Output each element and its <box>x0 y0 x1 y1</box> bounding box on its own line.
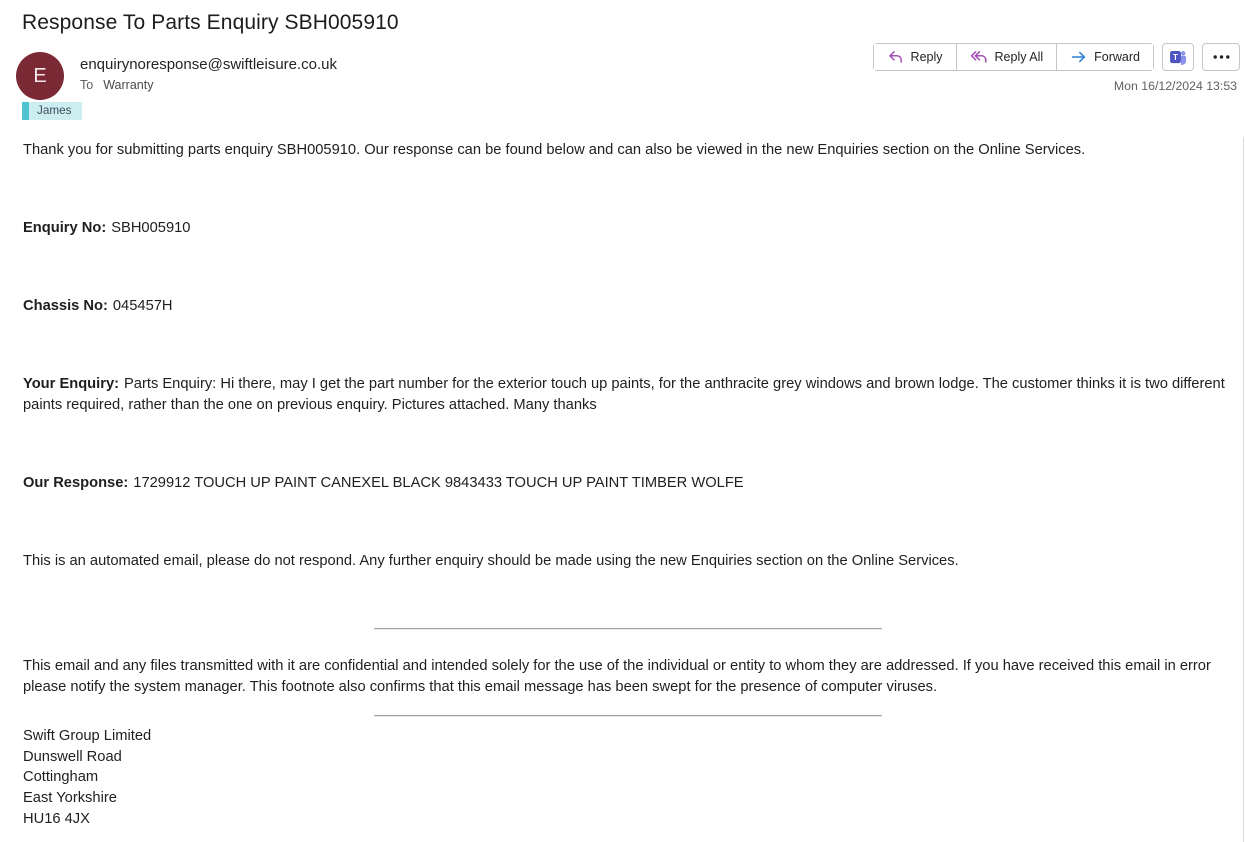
sender-block <box>80 56 337 93</box>
reply-button-label: Reply <box>910 50 943 64</box>
share-to-teams-button[interactable] <box>1162 43 1194 71</box>
svg-text:T: T <box>1173 53 1178 62</box>
reply-button-group <box>873 43 1154 71</box>
address-line-street: Dunswell Road <box>23 748 122 765</box>
automated-note: This is an automated email, please do not respond. Any further enquiry should be made using the new Enquiries section on the Online Services. <box>23 553 959 569</box>
more-options-icon <box>1213 55 1230 59</box>
address-line-postcode: HU16 4JX <box>23 810 90 827</box>
teams-icon <box>1168 47 1188 67</box>
email-subject: Response To Parts Enquiry SBH005910 <box>22 11 399 34</box>
reply-all-arrow-icon <box>970 49 988 65</box>
footer-divider-top <box>374 628 882 630</box>
company-address <box>23 726 1233 830</box>
address-line-county: East Yorkshire <box>23 790 117 807</box>
more-actions-button[interactable] <box>1202 43 1240 71</box>
address-line-company: Swift Group Limited <box>23 728 152 744</box>
reply-button[interactable] <box>874 44 956 70</box>
footer-divider-bottom <box>374 715 882 717</box>
category-label: James <box>29 102 82 120</box>
enquiry-no-value: SBH005910 <box>111 220 191 236</box>
message-action-toolbar <box>873 43 1240 71</box>
avatar-initial: E <box>33 64 47 87</box>
field-enquiry-no <box>23 218 1233 239</box>
message-body <box>0 120 1245 830</box>
address-line-town: Cottingham <box>23 769 99 786</box>
to-label: To <box>80 78 94 92</box>
forward-button[interactable] <box>1056 44 1153 70</box>
your-enquiry-value: Parts Enquiry: Hi there, may I get the part number for the exterior touch up paints, for the anthracite grey windows and brown lodge. The customer thinks it is two different paints required, rather than the one on previous enquiry. Pictures attached. Many thanks <box>23 376 1225 413</box>
field-chassis-no <box>23 296 1233 317</box>
field-your-enquiry <box>23 374 1233 416</box>
received-timestamp: Mon 16/12/2024 13:53 <box>1113 79 1237 93</box>
reply-all-button[interactable] <box>956 44 1057 70</box>
recipient-name[interactable]: Warranty <box>103 78 154 92</box>
your-enquiry-label: Your Enquiry: <box>23 376 120 392</box>
reply-arrow-icon <box>887 49 904 65</box>
field-our-response <box>23 473 1233 494</box>
category-tag[interactable] <box>22 102 82 120</box>
category-color-strip <box>22 102 29 120</box>
forward-arrow-icon <box>1070 49 1087 65</box>
intro-paragraph: Thank you for submitting parts enquiry SBH005910. Our response can be found below and can also be viewed in the new Enquiries section on the Online Services. <box>23 142 1086 158</box>
reading-pane-scrollbar[interactable] <box>1243 137 1244 842</box>
sender-avatar[interactable] <box>16 52 64 100</box>
confidentiality-disclaimer: This email and any files transmitted with it are confidential and intended solely for the use of the individual or entity to whom they are addressed. If you have received this email in error please notify the system manager. This footnote also confirms that this email message has been swept for the presence of computer viruses. <box>23 658 1211 695</box>
sender-email[interactable]: enquirynoresponse@swiftleisure.co.uk <box>80 56 338 73</box>
reply-all-button-label: Reply All <box>994 50 1044 64</box>
enquiry-no-label: Enquiry No: <box>23 220 107 236</box>
chassis-no-label: Chassis No: <box>23 298 108 314</box>
our-response-label: Our Response: <box>23 475 129 491</box>
chassis-no-value: 045457H <box>112 298 173 314</box>
forward-button-label: Forward <box>1094 50 1140 64</box>
our-response-value: 1729912 TOUCH UP PAINT CANEXEL BLACK 9843433 TOUCH UP PAINT TIMBER WOLFE <box>133 475 744 491</box>
recipient-line <box>80 78 337 93</box>
message-header <box>0 0 1245 120</box>
